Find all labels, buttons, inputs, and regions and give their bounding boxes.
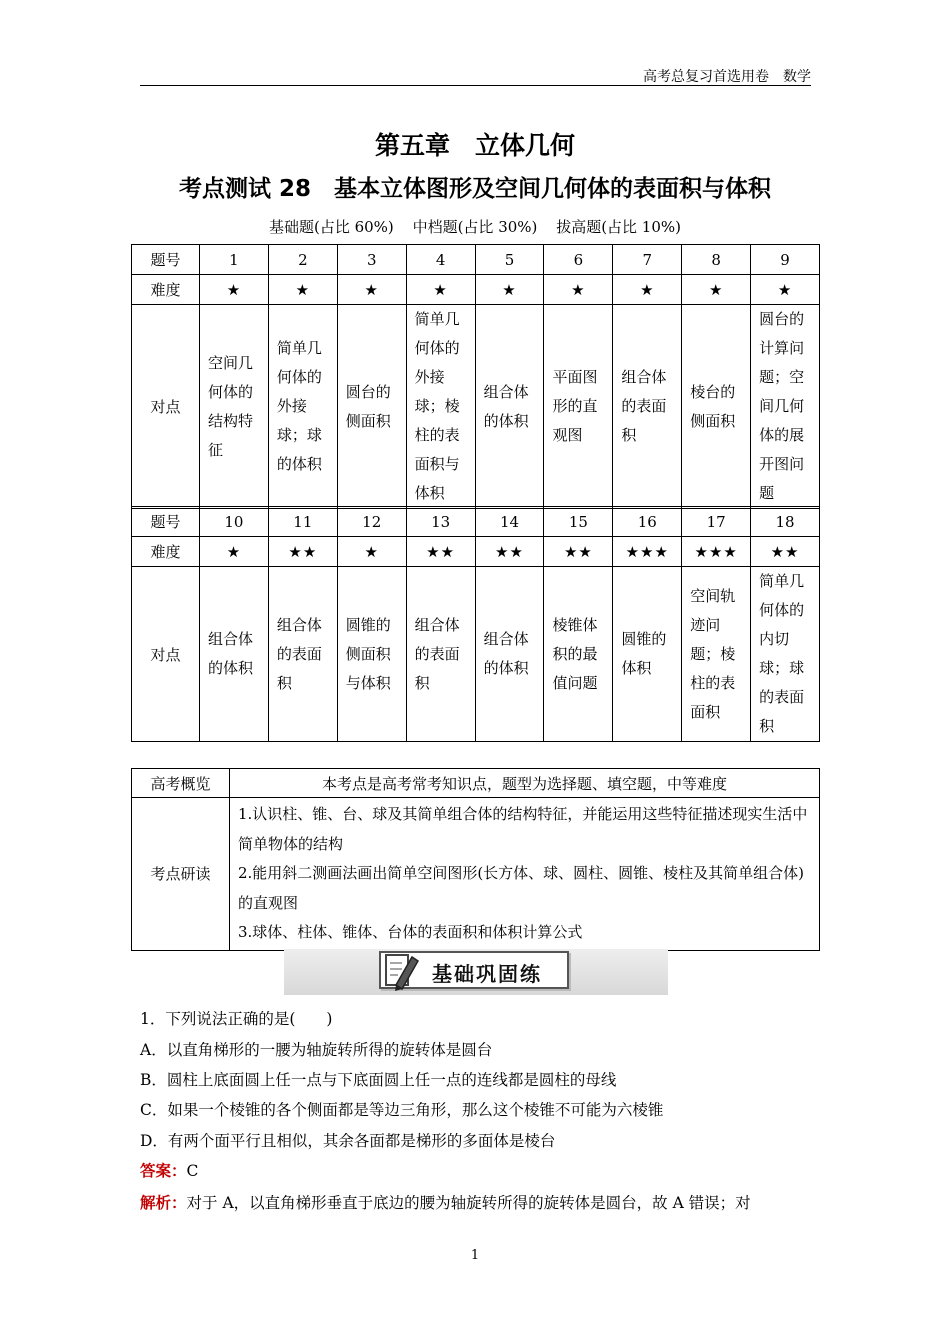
option-a: A．以直角梯形的一腰为轴旋转所得的旋转体是圆台	[140, 1041, 493, 1059]
topic-cell: 组合体的体积	[475, 567, 544, 742]
question-table-2	[131, 506, 820, 742]
chapter-title: 第五章 立体几何	[374, 131, 575, 160]
num-cell: 8	[682, 245, 751, 275]
difficulty-stars: ★	[475, 275, 544, 305]
header-text: 高考总复习首选用卷 数学	[643, 69, 811, 85]
label-topic: 对点	[132, 567, 200, 742]
topic-cell: 圆台的侧面积	[337, 305, 406, 509]
topic-cell: 组合体的表面积	[406, 567, 475, 742]
difficulty-stars: ★★★	[613, 537, 682, 567]
question-table-1	[131, 244, 820, 509]
difficulty-stars: ★	[751, 275, 820, 305]
num-cell: 14	[475, 507, 544, 537]
topic-cell: 组合体的表面积	[268, 567, 337, 742]
difficulty-stars: ★★	[406, 537, 475, 567]
num-cell: 17	[682, 507, 751, 537]
num-cell: 1	[200, 245, 269, 275]
page-number: 1	[470, 1248, 480, 1263]
difficulty-stars: ★	[682, 275, 751, 305]
table-row-topic	[132, 567, 820, 742]
ratio-medium: 中档题(占比 30%)	[412, 218, 538, 236]
topic-cell: 组合体的体积	[475, 305, 544, 509]
table-row-difficulty	[132, 537, 820, 567]
topic-cell: 圆锥的体积	[613, 567, 682, 742]
difficulty-stars: ★	[337, 537, 406, 567]
topic-cell: 圆锥的侧面积与体积	[337, 567, 406, 742]
num-cell: 3	[337, 245, 406, 275]
question-stem: 1．下列说法正确的是( )	[140, 1010, 333, 1028]
header-rule	[140, 85, 811, 86]
difficulty-stars: ★★★	[682, 537, 751, 567]
analysis-text: 对于 A，以直角梯形垂直于底边的腰为轴旋转所得的旋转体是圆台，故 A 错误；对	[186, 1194, 751, 1212]
num-cell: 10	[200, 507, 269, 537]
answer-value: C	[186, 1162, 199, 1180]
topic-cell: 空间几何体的结构特征	[200, 305, 269, 509]
topic-cell: 圆台的计算问题；空间几何体的展开图问题	[751, 305, 820, 509]
analysis-label: 解析：	[140, 1194, 187, 1212]
topic-cell: 棱台的侧面积	[682, 305, 751, 509]
difficulty-stars: ★	[200, 537, 269, 567]
topic-cell: 简单几何体的内切球；球的表面积	[751, 567, 820, 742]
num-cell: 18	[751, 507, 820, 537]
difficulty-stars: ★★	[268, 537, 337, 567]
label-topic: 对点	[132, 305, 200, 509]
study-point: 1.认识柱、锥、台、球及其简单组合体的结构特征，并能运用这些特征描述现实生活中简单物体的结构	[238, 805, 808, 853]
topic-cell: 平面图形的直观图	[544, 305, 613, 509]
topic-cell: 简单几何体的外接球；球的体积	[268, 305, 337, 509]
label-difficulty: 难度	[132, 537, 200, 567]
difficulty-stars: ★	[337, 275, 406, 305]
topic-cell: 空间轨迹问题；棱柱的表面积	[682, 567, 751, 742]
num-cell: 7	[613, 245, 682, 275]
table-row-difficulty	[132, 275, 820, 305]
difficulty-stars: ★★	[475, 537, 544, 567]
study-point: 2.能用斜二测画法画出简单空间图形(长方体、球、圆柱、圆锥、棱柱及其简单组合体)的直观图	[238, 864, 805, 912]
overview-text: 本考点是高考常考知识点，题型为选择题、填空题，中等难度	[230, 769, 820, 798]
num-cell: 13	[406, 507, 475, 537]
difficulty-stars: ★★	[544, 537, 613, 567]
difficulty-stars: ★	[544, 275, 613, 305]
topic-cell: 棱锥体积的最值问题	[544, 567, 613, 742]
table-row-num	[132, 507, 820, 537]
difficulty-ratio	[0, 216, 950, 237]
option-b: B．圆柱上底面圆上任一点与下底面圆上任一点的连线都是圆柱的母线	[140, 1071, 617, 1089]
overview-label: 高考概览	[132, 769, 230, 798]
analysis-line	[140, 1191, 751, 1213]
topic-cell: 组合体的体积	[200, 567, 269, 742]
study-points	[230, 798, 820, 951]
ratio-basic: 基础题(占比 60%)	[268, 218, 394, 236]
num-cell: 6	[544, 245, 613, 275]
num-cell: 9	[751, 245, 820, 275]
table-row-num	[132, 245, 820, 275]
option-c: C．如果一个棱锥的各个侧面都是等边三角形，那么这个棱锥不可能为六棱锥	[140, 1101, 664, 1119]
topic-cell: 简单几何体的外接球；棱柱的表面积与体积	[406, 305, 475, 509]
num-cell: 4	[406, 245, 475, 275]
table-row-topic	[132, 305, 820, 509]
label-difficulty: 难度	[132, 275, 200, 305]
banner-title: 基础巩固练	[432, 962, 542, 986]
difficulty-stars: ★	[268, 275, 337, 305]
study-point: 3.球体、柱体、锥体、台体的表面积和体积计算公式	[238, 923, 583, 941]
option-d: D．有两个面平行且相似，其余各面都是梯形的多面体是棱台	[140, 1132, 556, 1150]
ratio-hard: 拔高题(占比 10%)	[556, 218, 682, 236]
test-title: 考点测试 28 基本立体图形及空间几何体的表面积与体积	[178, 176, 771, 202]
study-label: 考点研读	[132, 798, 230, 951]
num-cell: 16	[613, 507, 682, 537]
num-cell: 12	[337, 507, 406, 537]
num-cell: 11	[268, 507, 337, 537]
num-cell: 5	[475, 245, 544, 275]
difficulty-stars: ★	[200, 275, 269, 305]
label-num: 题号	[132, 507, 200, 537]
section-banner	[284, 949, 668, 995]
num-cell: 15	[544, 507, 613, 537]
difficulty-stars: ★★	[751, 537, 820, 567]
answer-label: 答案：	[140, 1162, 187, 1180]
label-num: 题号	[132, 245, 200, 275]
pencil-icon	[382, 949, 422, 993]
answer-line	[140, 1159, 198, 1181]
overview-table	[131, 768, 820, 951]
num-cell: 2	[268, 245, 337, 275]
difficulty-stars: ★	[406, 275, 475, 305]
difficulty-stars: ★	[613, 275, 682, 305]
topic-cell: 组合体的表面积	[613, 305, 682, 509]
